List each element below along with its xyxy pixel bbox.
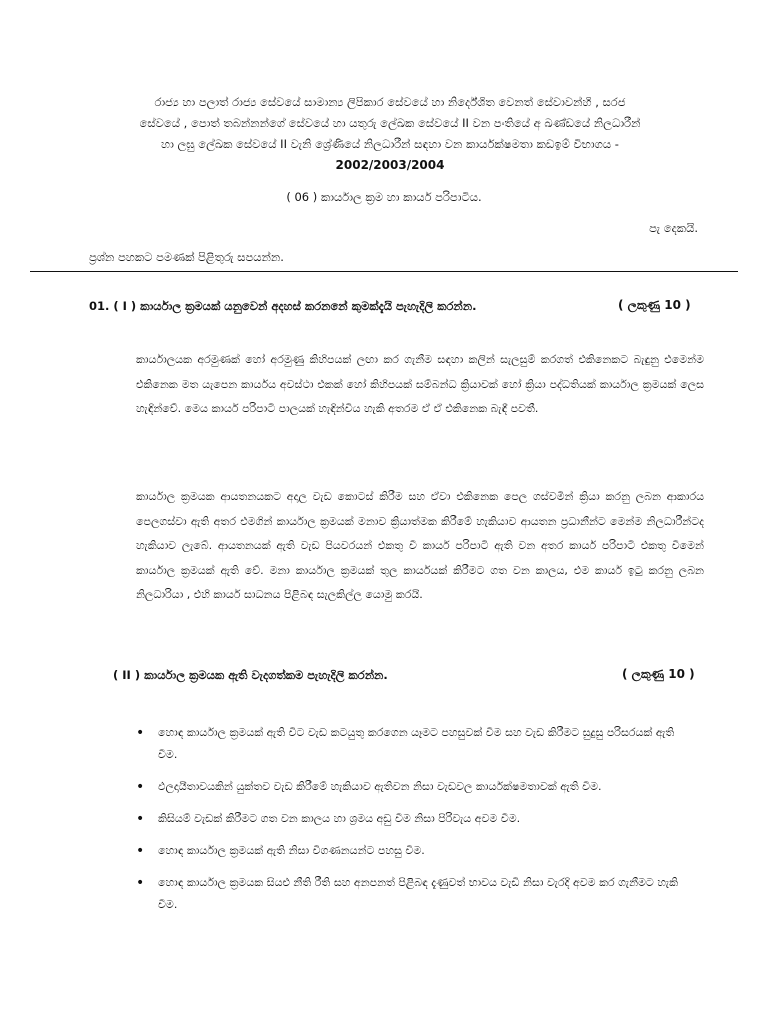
list-item: • කිසියම් වැඩක් කිරීමට ගත වන කාලය හා ශ්‍රමය අඩු වීම නිසා පිරිවැය අවම වීම. <box>158 808 688 830</box>
header-divider <box>30 271 738 272</box>
page-count-note: පැ දෙකයි. <box>649 221 698 235</box>
question-1-1: 01. ( I ) කාර්යාල ක්‍රමයක් යනුවෙන් අදහස් කරනනේ කුමක්දැයි පැහැදිලි කරන්න. <box>89 299 477 313</box>
question-1-1-marks: ( ලකුණු 10 ) <box>618 298 691 312</box>
question-1-2: ( II ) කාර්යාල ක්‍රමයක ඇති වැදගත්කම පැහැදිලි කරන්න. <box>113 668 388 682</box>
list-item: • ඵලදායීතාවයකින් යුක්තව වැඩ කිරීමේ හැකියාව ඇතිවන නිසා වැඩවල කාර්යක්ෂමතාවක් ඇති වීම. <box>158 776 688 798</box>
bullet-icon: • <box>136 875 145 891</box>
bullet-icon: • <box>136 725 145 741</box>
answer-bullet-list <box>136 722 688 926</box>
question-1-2-marks: ( ලකුණු 10 ) <box>622 667 695 681</box>
header-line-1: රාජ්‍ය හා පලාත් රාජ්‍ය සේවයේ සාමාන්‍ය ලිපිකාර සේවයේ හා නිර්දේශිත වෙනත් සේවාවන්හි , සරජ <box>154 95 626 109</box>
header-line-2: සේවයේ , පොත් තබන්නන්ගේ සේවයේ හා යතුරු ලේඛක සේවයේ II වන පංතියේ අ ඛණ්ඩයේ නිලධාරීන් <box>139 116 641 130</box>
exam-years: 2002/2003/2004 <box>335 158 445 172</box>
header-line-3: හා ලඝු ලේඛක සේවයේ II වැනි ශ්‍රේණියේ නිලධාරීන් සඳහා වන කාර්යක්ෂමතා කඩඉම් විභාගය - <box>161 137 619 151</box>
exam-header <box>95 92 685 176</box>
answer-paragraph-2: කාර්යාල ක්‍රමයක ආයතනයකට අදාල වැඩ කොටස් කිරීම සහ ඒවා එකිනෙක පෙල ගස්වමින් ක්‍රියා කරනු ලබන ආකාරය පෙලගස්වා ඇති අතර එමගින් කාර්යාල ක්‍රමයක් මනාව ක්‍රියාත්මක කිරීමේ හැකියාව ආයතන ප්‍රධානීන්ට මෙන්ම නිලධාරීන්ටද හැකියාව ලැබේ. ආයතනයක් ඇති වැඩ පියවරයන් එකතු වී කාර්ය පරිපාටි ඇති වන අතර කාර්ය පරිපාටි එකතු වීමෙන් කාර්යාල ක්‍රමයක් ඇති වේ. මනා කාර්යාල ක්‍රමයක් තුල කාර්යයක් කිරීමට ගත වන කාලය, එම කාර්ය ඉටු කරනු ලබන නිලධාරියා , එහි කාර්ය සාධනය පිළිබඳ සැලකිල්ල යොමු කරයි. <box>136 490 704 601</box>
list-item: • හොඳ කාර්යාල ක්‍රමයක් ඇති විට වැඩ කටයුතු කරගෙන යෑමට පහසුවක් වීම සහ වැඩ කිරීමට සුදුසු පරිසරයක් ඇති වීම. <box>158 722 688 766</box>
bullet-icon: • <box>136 811 145 827</box>
exam-instruction: ප්‍රශ්න පහකට පමණක් පිළිතුරු සපයන්න. <box>89 250 284 264</box>
subject-title: ( 06 ) කාර්යාල ක්‍රම හා කාර්ය පරිපාටිය. <box>286 190 482 204</box>
list-item: • හොඳ කාර්යාල ක්‍රමයක සියළු නීති රීති සහ අනපනත් පිළිබඳ දැණුවත් භාවය වැඩි නිසා වැරදි අවම කර ගැනීමට හැකි වීම. <box>158 872 688 916</box>
list-item: • හොඳ කාර්යාල ක්‍රමයක් ඇති නිසා විගණනයන්ට පහසු වීම. <box>158 840 688 862</box>
bullet-icon: • <box>136 779 145 795</box>
bullet-icon: • <box>136 843 145 859</box>
answer-paragraph-1: කාර්යාලයක අරමුණක් හෝ අරමුණු කිහිපයක් ලඟා කර ගැනීම සඳහා කලින් සැලසුම් කරගත් එකිනෙකට බැඳුනු එමෙන්ම එකිනෙක මත යැපෙන කාර්යය අවස්ථා එකක් හෝ කිහිපයක් සම්බන්ධ ක්‍රියාවක් හෝ ක්‍රියා පද්ධතියක් කාර්යාල ක්‍රමයක් ලෙස හැඳින්වේ. මෙය කාර්ය පරිපාටි පාලයක් හැඳින්විය හැකි අතරම ඒ ඒ එකිනෙක බැඳී පවතී. <box>136 353 704 415</box>
